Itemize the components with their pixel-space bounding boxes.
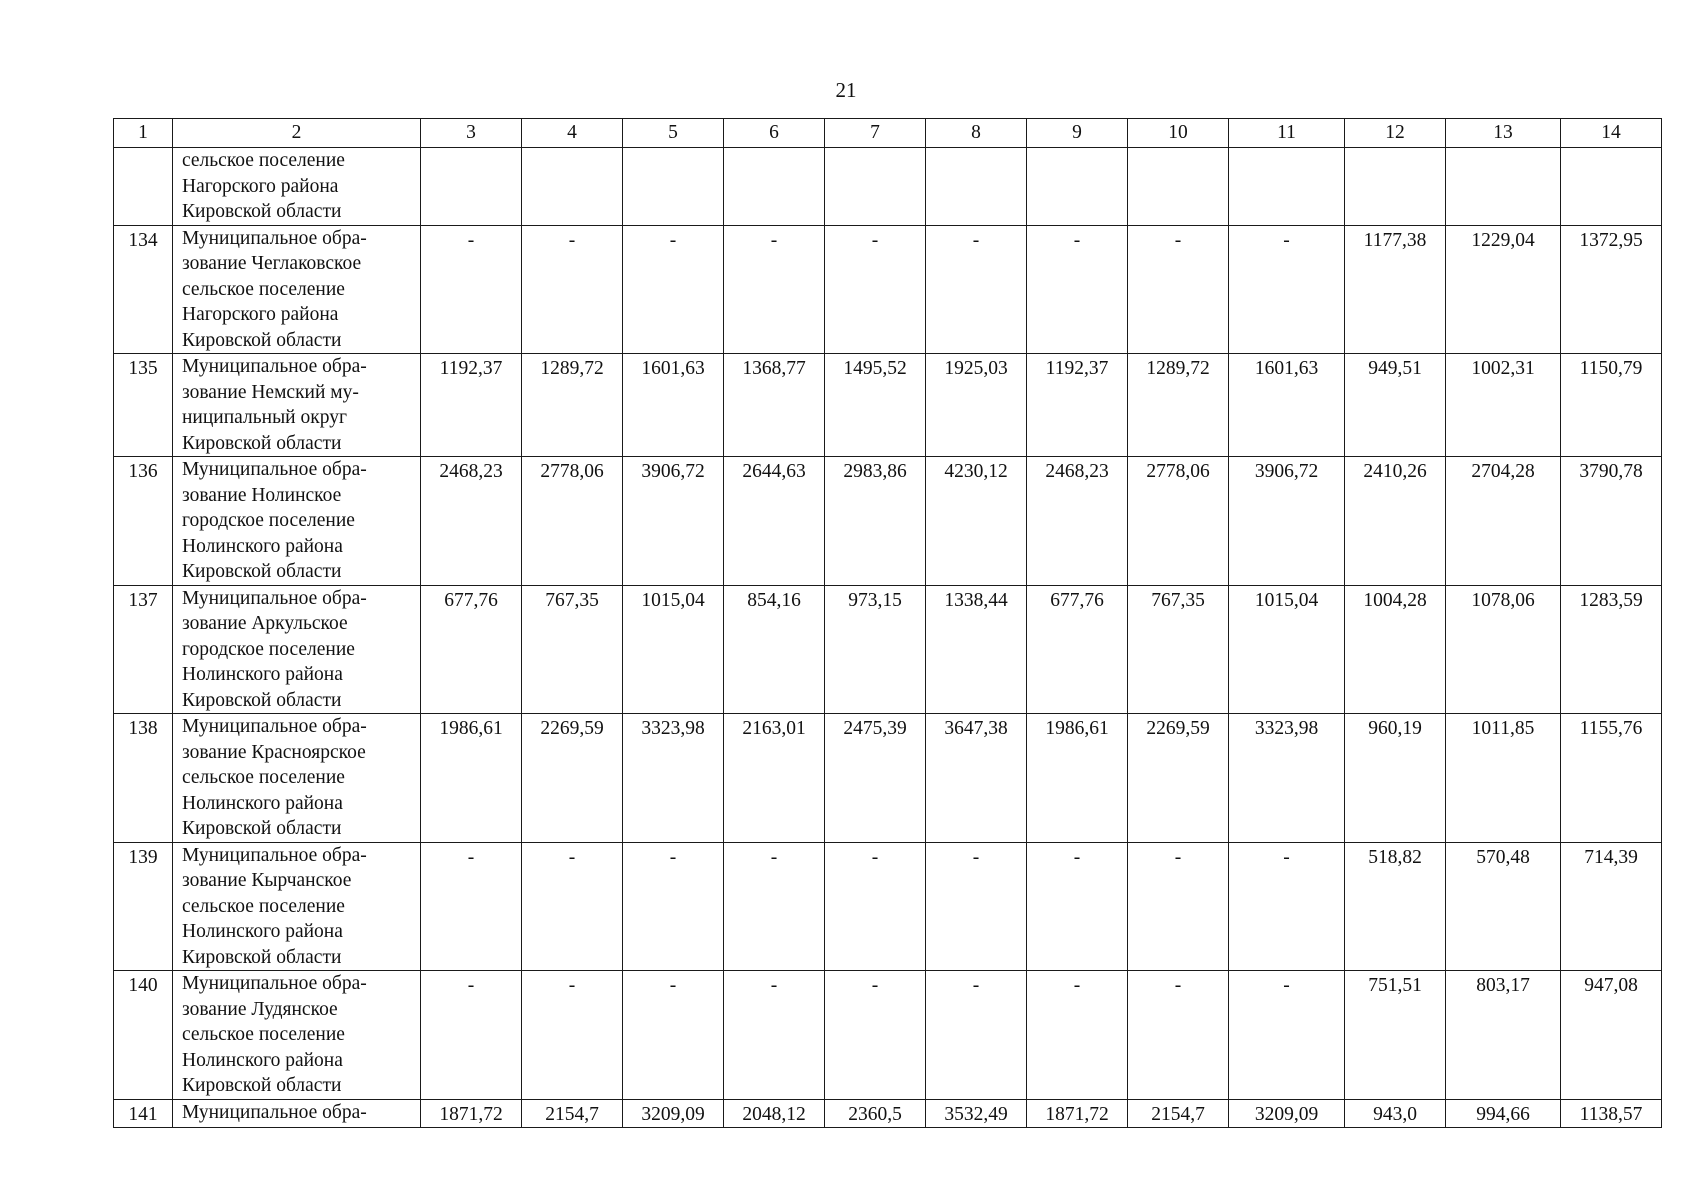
value-cell: 2154,7 [1128, 1099, 1229, 1128]
municipality-name-line: зование Лудянское [182, 998, 338, 1020]
value-cell: - [421, 971, 522, 1100]
value-cell: 1015,04 [623, 585, 724, 714]
municipality-name-line: Кировской области [182, 689, 342, 711]
municipality-name-line: Кировской области [182, 561, 342, 582]
column-header: 2 [173, 119, 421, 148]
value-cell: 2778,06 [522, 457, 623, 586]
value-cell: 1289,72 [1128, 354, 1229, 457]
municipality-name [173, 1099, 421, 1128]
value-cell: 3906,72 [623, 457, 724, 586]
municipality-name [173, 225, 421, 354]
table-row [114, 585, 1662, 714]
value-cell: 960,19 [1345, 714, 1446, 843]
value-cell: 3532,49 [926, 1099, 1027, 1128]
row-number: 135 [114, 354, 173, 457]
value-cell: 854,16 [724, 585, 825, 714]
municipality-name-line: Муниципальное обра- [182, 844, 367, 866]
value-cell: - [1128, 971, 1229, 1100]
value-cell: 767,35 [522, 585, 623, 714]
municipality-name-line: Кировской области [182, 946, 342, 968]
value-cell: 1002,31 [1446, 354, 1561, 457]
row-number: 134 [114, 225, 173, 354]
municipality-name-line: Нолинского района [182, 535, 343, 557]
value-cell: 1495,52 [825, 354, 926, 457]
value-cell: - [1128, 225, 1229, 354]
table-row [114, 714, 1662, 843]
value-cell: - [825, 225, 926, 354]
value-cell: 2704,28 [1446, 457, 1561, 586]
value-cell: - [1229, 225, 1345, 354]
value-cell: 1283,59 [1561, 585, 1662, 714]
municipality-name [173, 714, 421, 843]
municipality-name-line: Кировской области [182, 1075, 342, 1096]
value-cell: 1177,38 [1345, 225, 1446, 354]
column-header: 8 [926, 119, 1027, 148]
value-cell: 943,0 [1345, 1099, 1446, 1128]
value-cell: 1192,37 [421, 354, 522, 457]
value-cell [1128, 148, 1229, 226]
municipality-name-line: Муниципальное обра- [182, 356, 367, 377]
municipality-name-line: сельское поселение [182, 767, 345, 788]
value-cell: 1871,72 [1027, 1099, 1128, 1128]
municipality-name-line: зование Красноярское [182, 741, 366, 763]
row-number: 140 [114, 971, 173, 1100]
row-number [114, 148, 173, 226]
value-cell: 1150,79 [1561, 354, 1662, 457]
value-cell: 3323,98 [623, 714, 724, 843]
value-cell: - [1027, 225, 1128, 354]
value-cell: 1986,61 [1027, 714, 1128, 843]
municipality-name-line: зование Нолинское [182, 484, 342, 506]
value-cell: - [623, 225, 724, 354]
value-cell: 751,51 [1345, 971, 1446, 1100]
municipality-name-line: сельское поселение [182, 150, 345, 171]
row-number: 139 [114, 842, 173, 971]
value-cell: - [421, 842, 522, 971]
municipality-name-line: зование Аркульское [182, 613, 348, 634]
value-cell [421, 148, 522, 226]
value-cell: 1925,03 [926, 354, 1027, 457]
value-cell: 803,17 [1446, 971, 1561, 1100]
value-cell: 1871,72 [421, 1099, 522, 1128]
value-cell: 3209,09 [623, 1099, 724, 1128]
municipality-name [173, 457, 421, 586]
value-cell: - [724, 842, 825, 971]
value-cell: - [623, 842, 724, 971]
value-cell: - [1027, 842, 1128, 971]
value-cell: 1229,04 [1446, 225, 1561, 354]
municipality-name-line: Кировской области [182, 818, 342, 839]
column-header: 11 [1229, 119, 1345, 148]
value-cell: 1015,04 [1229, 585, 1345, 714]
column-header: 5 [623, 119, 724, 148]
value-cell: 677,76 [421, 585, 522, 714]
value-cell: 3209,09 [1229, 1099, 1345, 1128]
municipality-name-line: Кировской области [182, 201, 342, 222]
municipality-name-line: сельское поселение [182, 278, 345, 300]
value-cell: 2163,01 [724, 714, 825, 843]
value-cell: 2360,5 [825, 1099, 926, 1128]
municipality-name-line: Нолинского района [182, 1049, 343, 1071]
row-number: 138 [114, 714, 173, 843]
table-row [114, 971, 1662, 1100]
value-cell: 3906,72 [1229, 457, 1345, 586]
municipality-name-line: зование Чеглаковское [182, 253, 362, 274]
value-cell: 2468,23 [421, 457, 522, 586]
column-header: 13 [1446, 119, 1561, 148]
value-cell: 994,66 [1446, 1099, 1561, 1128]
value-cell: - [522, 971, 623, 1100]
row-number: 141 [114, 1099, 173, 1128]
value-cell: 2778,06 [1128, 457, 1229, 586]
municipality-name-line: зование Немский му- [182, 381, 359, 403]
value-cell: 1986,61 [421, 714, 522, 843]
value-cell: 2410,26 [1345, 457, 1446, 586]
column-header: 12 [1345, 119, 1446, 148]
municipality-name-line: Муниципальное обра- [182, 1101, 367, 1123]
column-header: 9 [1027, 119, 1128, 148]
municipality-name [173, 354, 421, 457]
value-cell: 2644,63 [724, 457, 825, 586]
value-cell [522, 148, 623, 226]
value-cell: 2048,12 [724, 1099, 825, 1128]
value-cell: 2983,86 [825, 457, 926, 586]
value-cell: 767,35 [1128, 585, 1229, 714]
table-row [114, 225, 1662, 354]
value-cell: 2468,23 [1027, 457, 1128, 586]
value-cell [1345, 148, 1446, 226]
municipality-name-line: Муниципальное обра- [182, 973, 367, 994]
header-row [114, 119, 1662, 148]
value-cell: - [421, 225, 522, 354]
page-number: 21 [835, 78, 857, 102]
column-header: 14 [1561, 119, 1662, 148]
value-cell: 1601,63 [623, 354, 724, 457]
municipality-name-line: городское поселение [182, 510, 355, 531]
municipality-name-line: Муниципальное обра- [182, 716, 367, 737]
value-cell: 518,82 [1345, 842, 1446, 971]
value-cell: - [522, 842, 623, 971]
municipality-name-line: Нагорского района [182, 175, 339, 197]
value-cell: 714,39 [1561, 842, 1662, 971]
value-cell: 1155,76 [1561, 714, 1662, 843]
value-cell [1561, 148, 1662, 226]
value-cell: - [1229, 842, 1345, 971]
value-cell: 3647,38 [926, 714, 1027, 843]
table-body [114, 119, 1662, 1128]
value-cell: 1138,57 [1561, 1099, 1662, 1128]
municipality-name [173, 148, 421, 226]
municipality-name-line: Муниципальное обра- [182, 587, 367, 609]
value-cell [926, 148, 1027, 226]
value-cell: 677,76 [1027, 585, 1128, 714]
column-header: 3 [421, 119, 522, 148]
value-cell: - [1128, 842, 1229, 971]
value-cell: - [724, 971, 825, 1100]
value-cell [1229, 148, 1345, 226]
value-cell: 1078,06 [1446, 585, 1561, 714]
municipality-name-line: Нолинского района [182, 921, 343, 942]
value-cell: 1601,63 [1229, 354, 1345, 457]
column-header: 10 [1128, 119, 1229, 148]
value-cell [1446, 148, 1561, 226]
value-cell: 2269,59 [522, 714, 623, 843]
municipality-name [173, 971, 421, 1100]
value-cell: - [724, 225, 825, 354]
value-cell: 1004,28 [1345, 585, 1446, 714]
value-cell: 1192,37 [1027, 354, 1128, 457]
table-row [114, 842, 1662, 971]
value-cell: 973,15 [825, 585, 926, 714]
municipality-name-line: Муниципальное обра- [182, 459, 367, 480]
municipality-name-line: ниципальный округ [182, 407, 347, 428]
table-row [114, 148, 1662, 226]
column-header: 1 [114, 119, 173, 148]
column-header: 7 [825, 119, 926, 148]
municipality-name-line: городское поселение [182, 638, 355, 660]
municipality-name-line: Нолинского района [182, 664, 343, 685]
row-number: 137 [114, 585, 173, 714]
value-cell: 1368,77 [724, 354, 825, 457]
municipality-name-line: Кировской области [182, 432, 342, 454]
municipality-name-line: зование Кырчанское [182, 870, 352, 891]
value-cell: 1289,72 [522, 354, 623, 457]
municipality-name-line: Нолинского района [182, 792, 343, 814]
value-cell: - [1027, 971, 1128, 1100]
value-cell [724, 148, 825, 226]
value-cell: 2154,7 [522, 1099, 623, 1128]
value-cell: 1338,44 [926, 585, 1027, 714]
value-cell: 1011,85 [1446, 714, 1561, 843]
municipality-name [173, 842, 421, 971]
value-cell: 947,08 [1561, 971, 1662, 1100]
data-table [113, 118, 1662, 1128]
value-cell [623, 148, 724, 226]
value-cell: - [825, 842, 926, 971]
value-cell: 1372,95 [1561, 225, 1662, 354]
value-cell: - [926, 842, 1027, 971]
value-cell: - [623, 971, 724, 1100]
value-cell: - [522, 225, 623, 354]
value-cell [825, 148, 926, 226]
value-cell: 570,48 [1446, 842, 1561, 971]
row-number: 136 [114, 457, 173, 586]
table-row [114, 457, 1662, 586]
value-cell: 949,51 [1345, 354, 1446, 457]
table-row [114, 1099, 1662, 1128]
municipality-name-line: Кировской области [182, 329, 342, 351]
municipality-name-line: сельское поселение [182, 895, 345, 917]
table-row [114, 354, 1662, 457]
municipality-name-line: Муниципальное обра- [182, 227, 367, 249]
column-header: 4 [522, 119, 623, 148]
value-cell: 2475,39 [825, 714, 926, 843]
value-cell: 4230,12 [926, 457, 1027, 586]
value-cell: - [926, 971, 1027, 1100]
value-cell: - [1229, 971, 1345, 1100]
municipality-name [173, 585, 421, 714]
value-cell: - [825, 971, 926, 1100]
column-header: 6 [724, 119, 825, 148]
value-cell [1027, 148, 1128, 226]
municipality-name-line: сельское поселение [182, 1024, 345, 1045]
municipality-name-line: Нагорского района [182, 304, 339, 325]
value-cell: 3790,78 [1561, 457, 1662, 586]
value-cell: 2269,59 [1128, 714, 1229, 843]
value-cell: 3323,98 [1229, 714, 1345, 843]
value-cell: - [926, 225, 1027, 354]
